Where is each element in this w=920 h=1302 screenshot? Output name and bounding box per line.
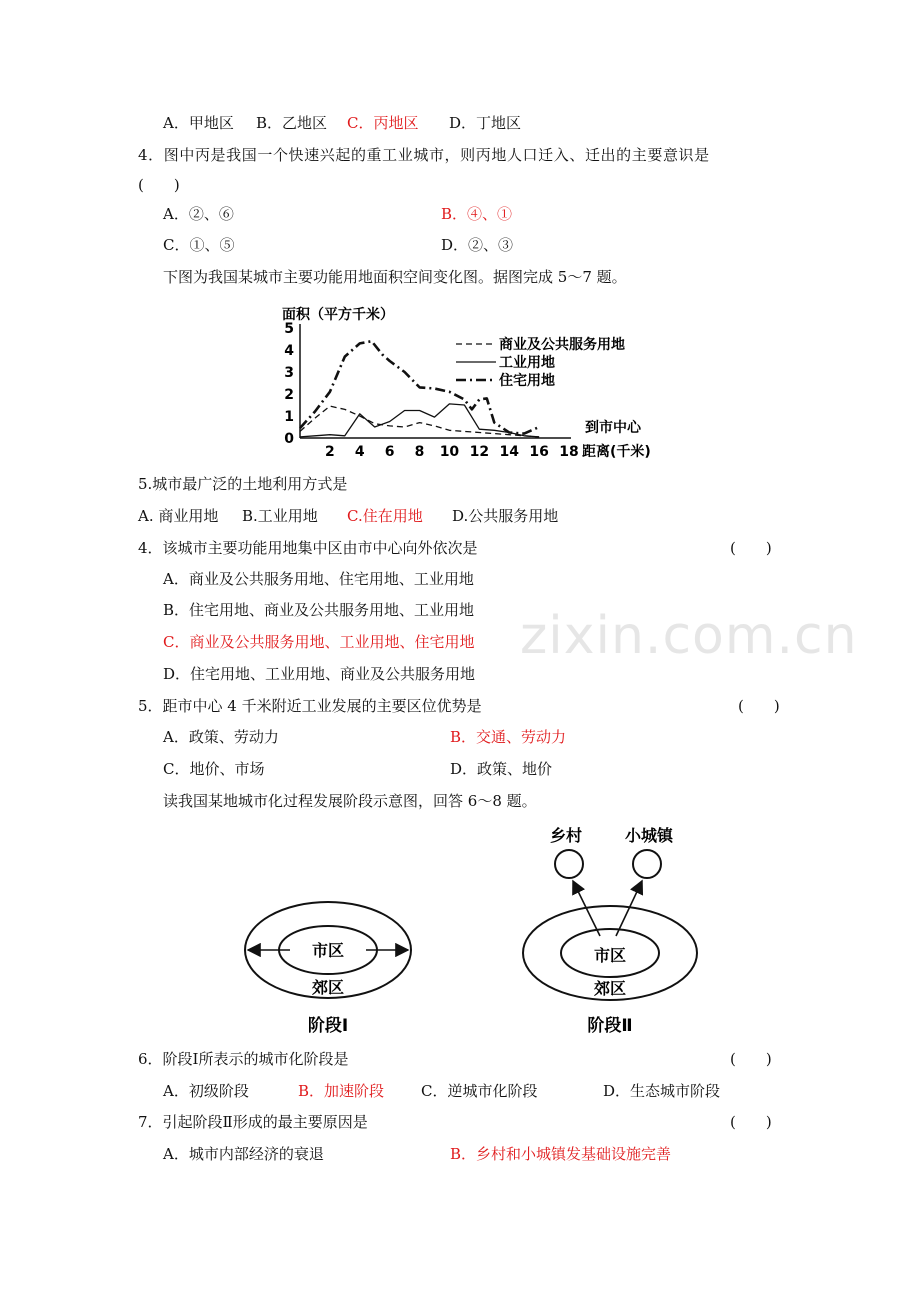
q3-option-c-answer: C．丙地区 (347, 114, 419, 132)
x-tick-label: 16 (529, 444, 549, 460)
q3-option-a: A．甲地区 (163, 114, 234, 132)
urbanization-diagram (230, 818, 700, 1043)
q4a-option-c: C．①、⑤ (163, 236, 235, 254)
y-tick-label: 4 (284, 343, 294, 359)
stage2-inner-label: 市区 (593, 946, 627, 965)
q5b-paren: ( ) (738, 697, 780, 715)
y-tick-label: 0 (284, 431, 294, 447)
q4a-stem: 4．图中丙是我国一个快速兴起的重工业城市，则丙地人口迁入、迁出的主要意识是 (138, 146, 710, 164)
x-tick-label: 6 (384, 444, 395, 460)
x-tick-label: 18 (559, 444, 579, 460)
village-circle (555, 850, 583, 878)
q4b-paren: ( ) (730, 539, 772, 557)
q6-option-c: C．逆城市化阶段 (421, 1082, 538, 1100)
y-tick-label: 5 (284, 321, 294, 337)
y-tick-label: 1 (284, 409, 294, 425)
q3-option-d: D．丁地区 (449, 114, 522, 132)
q7-option-b-answer: B．乡村和小城镇发基础设施完善 (450, 1145, 672, 1163)
x-tick-label: 2 (325, 444, 335, 460)
q5b-stem: 5．距市中心 4 千米附近工业发展的主要区位优势是 (138, 697, 482, 715)
stage2-caption: 阶段Ⅱ (587, 1016, 633, 1036)
stage1-caption: 阶段Ⅰ (307, 1016, 349, 1036)
q4b-option-b: B．住宅用地、商业及公共服务用地、工业用地 (163, 601, 475, 619)
q5a-stem: 5.城市最广泛的土地利用方式是 (138, 475, 348, 493)
legend-label: 商业及公共服务用地 (499, 337, 625, 353)
q4a-paren: ( ) (138, 176, 180, 194)
x-tick-label: 10 (439, 444, 460, 460)
legend-label: 工业用地 (499, 355, 555, 371)
q6-option-d: D．生态城市阶段 (603, 1082, 721, 1100)
intro-chart: 下图为我国某城市主要功能用地面积空间变化图。据图完成 5～7 题。 (163, 268, 627, 286)
q4a-option-a: A．②、⑥ (163, 205, 234, 223)
y-tick-label: 2 (284, 387, 294, 403)
village-label: 乡村 (549, 826, 583, 845)
legend-label: 住宅用地 (499, 373, 555, 389)
watermark: zixin.com.cn (520, 606, 858, 666)
q5b-option-a: A．政策、劳动力 (163, 728, 279, 746)
q3-option-b: B．乙地区 (256, 114, 328, 132)
q7-stem: 7．引起阶段Ⅱ形成的最主要原因是 (138, 1113, 368, 1131)
q4a-option-d: D．②、③ (441, 236, 514, 254)
q7-paren: ( ) (730, 1113, 772, 1131)
q6-option-b-answer: B．加速阶段 (298, 1082, 385, 1100)
q4b-option-a: A．商业及公共服务用地、住宅用地、工业用地 (163, 570, 474, 588)
q4b-option-d: D．住宅用地、工业用地、商业及公共服务用地 (163, 665, 476, 683)
x-tick-label: 8 (414, 444, 425, 460)
q5a-option-b: B.工业用地 (242, 507, 318, 525)
stage2-outer-label: 郊区 (593, 979, 627, 998)
stage1-outer-label: 郊区 (311, 978, 345, 997)
q5a-option-c-answer: C.住在用地 (347, 507, 423, 525)
y-tick-label: 3 (284, 365, 294, 381)
intro-diagram: 读我国某地城市化过程发展阶段示意图，回答 6～8 题。 (163, 792, 537, 810)
q7-option-a: A．城市内部经济的衰退 (163, 1145, 324, 1163)
q5a-option-d: D.公共服务用地 (452, 507, 559, 525)
x-tick-label: 12 (469, 444, 490, 460)
y-axis-label: 面积（平方千米） (282, 307, 394, 323)
q5b-option-c: C．地价、市场 (163, 760, 265, 778)
land-use-chart (270, 300, 670, 465)
q4a-option-b-answer: B．④、① (441, 205, 513, 223)
q5b-option-b-answer: B．交通、劳动力 (450, 728, 567, 746)
q6-stem: 6．阶段Ⅰ所表示的城市化阶段是 (138, 1050, 349, 1068)
series-line-2 (300, 404, 539, 437)
stage1-inner-label: 市区 (311, 941, 345, 960)
x-tick-label: 4 (354, 444, 365, 460)
q4b-option-c-answer: C．商业及公共服务用地、工业用地、住宅用地 (163, 633, 475, 651)
q5b-option-d: D．政策、地价 (450, 760, 553, 778)
q6-option-a: A．初级阶段 (163, 1082, 249, 1100)
x-axis-label-line2: 距离(千米) (582, 444, 651, 460)
x-axis-label-line1: 到市中心 (585, 420, 641, 436)
q6-paren: ( ) (730, 1050, 772, 1068)
town-circle (633, 850, 661, 878)
q4b-stem: 4．该城市主要功能用地集中区由市中心向外依次是 (138, 539, 478, 557)
q5a-option-a: A. 商业用地 (138, 507, 219, 525)
x-tick-label: 14 (499, 444, 519, 460)
town-label: 小城镇 (624, 826, 674, 845)
